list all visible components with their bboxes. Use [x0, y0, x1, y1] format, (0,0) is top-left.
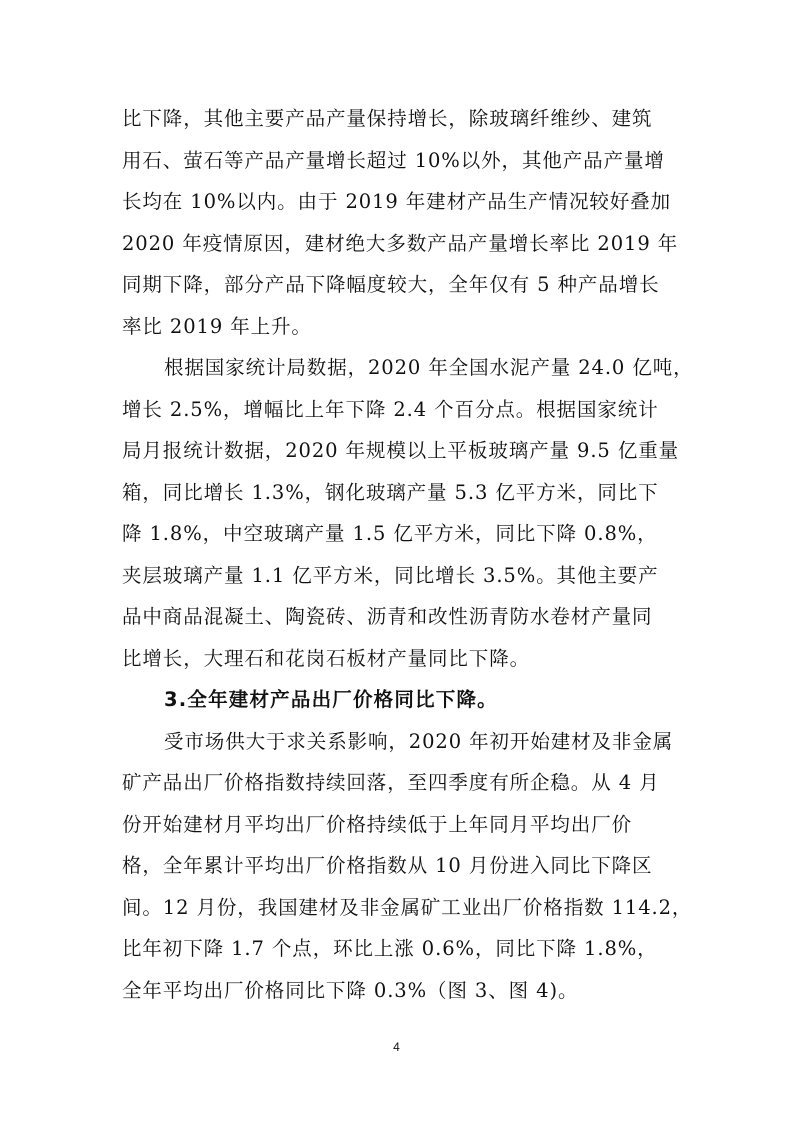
paragraph-line: 增长 2.5%，增幅比上年下降 2.4 个百分点。根据国家统计	[122, 397, 659, 421]
paragraph-line: 间。12 月份，我国建材及非金属矿工业出厂价格指数 114.2，	[122, 895, 693, 919]
paragraph-line: 根据国家统计局数据，2020 年全国水泥产量 24.0 亿吨，	[164, 356, 694, 379]
section-heading: 3.全年建材产品出厂价格同比下降。	[164, 688, 498, 711]
paragraph-production-growth	[122, 98, 678, 347]
paragraph-line: 长均在 10%以内。由于 2019 年建材产品生产情况较好叠加	[122, 190, 671, 213]
paragraph-line: 局月报统计数据，2020 年规模以上平板玻璃产量 9.5 亿重量	[122, 439, 680, 462]
paragraph-line: 受市场供大于求关系影响，2020 年初开始建材及非金属	[164, 729, 674, 753]
paragraph-line: 用石、萤石等产品产量增长超过 10%以外，其他产品产量增	[122, 148, 665, 172]
paragraph-line: 同期下降，部分产品下降幅度较大，全年仅有 5 种产品增长	[122, 273, 660, 296]
paragraph-line: 率比 2019 年上升。	[122, 314, 312, 338]
paragraph-line: 格，全年累计平均出厂价格指数从 10 月份进入同比下降区	[122, 854, 653, 877]
paragraph-line: 品中商品混凝土、陶瓷砖、沥青和改性沥青防水卷材产量同	[122, 605, 653, 628]
paragraph-line: 矿产品出厂价格指数持续回落，至四季度有所企稳。从 4 月	[122, 771, 660, 794]
paragraph-line: 份开始建材月平均出厂价格持续低于上年同月平均出厂价	[122, 812, 633, 836]
paragraph-line: 箱，同比增长 1.3%，钢化玻璃产量 5.3 亿平方米，同比下	[122, 480, 659, 504]
paragraph-line: 全年平均出厂价格同比下降 0.3%（图 3、图 4)。	[122, 978, 579, 1002]
paragraph-line: 比年初下降 1.7 个点，环比上涨 0.6%，同比下降 1.8%，	[122, 937, 658, 960]
document-body	[122, 98, 694, 1011]
paragraph-price-index	[122, 721, 693, 1012]
paragraph-output-statistics	[122, 347, 694, 679]
paragraph-line: 夹层玻璃产量 1.1 亿平方米，同比增长 3.5%。其他主要产	[122, 563, 659, 587]
paragraph-line: 比下降，其他主要产品产量保持增长，除玻璃纤维纱、建筑	[122, 107, 653, 130]
paragraph-line: 比增长，大理石和花岗石板材产量同比下降。	[122, 646, 531, 670]
paragraph-line: 2020 年疫情原因，建材绝大多数产品产量增长率比 2019 年	[122, 231, 679, 255]
page-number: 4	[393, 1040, 400, 1054]
paragraph-line: 降 1.8%，中空玻璃产量 1.5 亿平方米，同比下降 0.8%，	[122, 522, 658, 545]
